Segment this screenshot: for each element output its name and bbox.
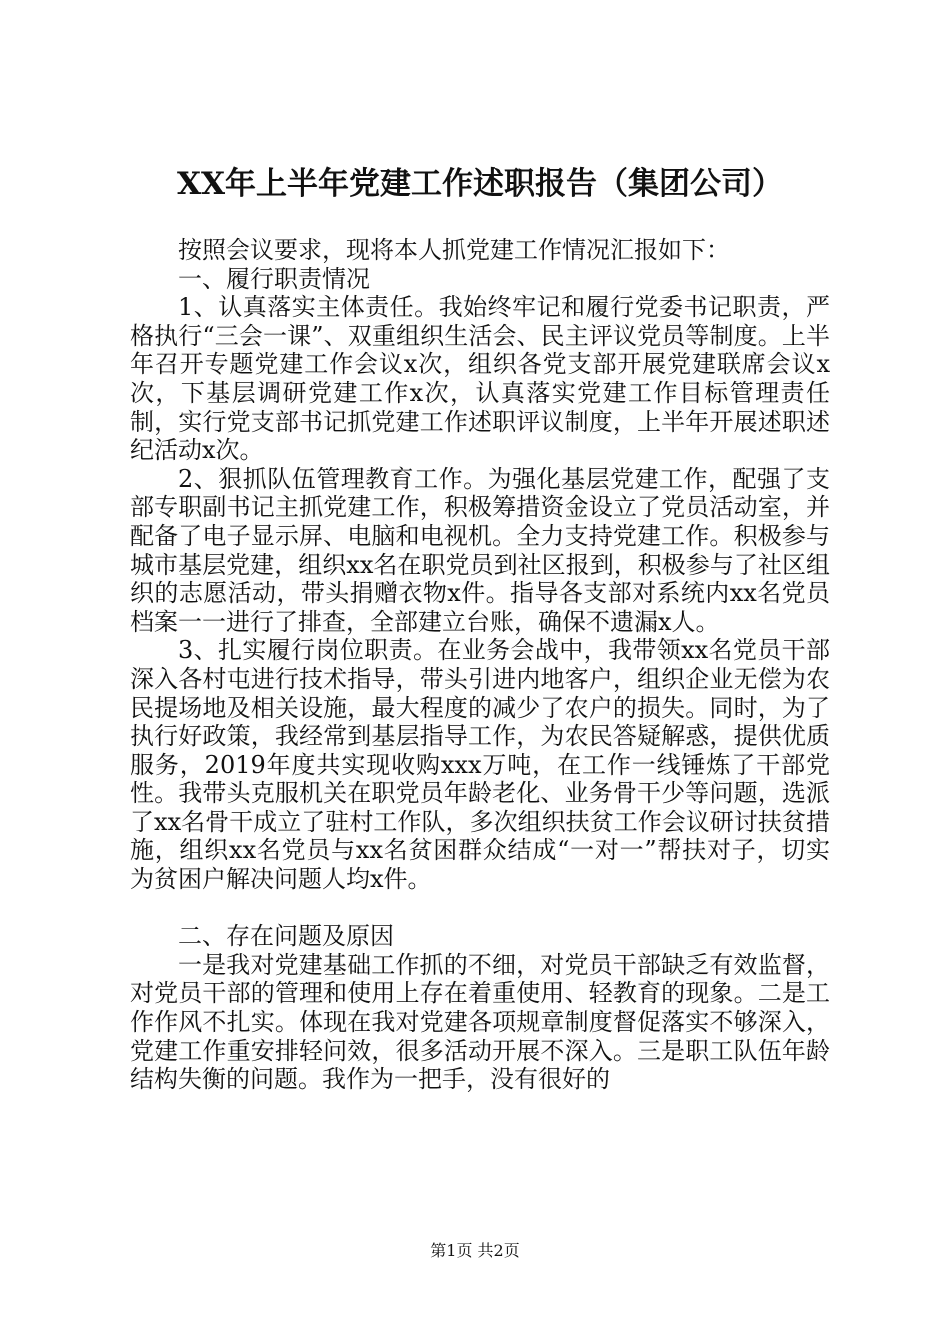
page-footer: 第1页 共2页 <box>430 1241 520 1260</box>
paragraph-team-management: 2、狠抓队伍管理教育工作。为强化基层党建工作，配强了支部专职副书记主抓党建工作，积极筹措资金设立了党员活动室，并配备了电子显示屏、电脑和电视机。全力支持党建工作。积极参与城市基层党建，组织xx名在职党员到社区报到，积极参与了社区组织的志愿活动，带头捐赠衣物x件。指导各支部对系统内xx名党员档案一一进行了排查，全部建立台账，确保不遗漏x人。 <box>130 464 830 636</box>
paragraph-responsibility: 1、认真落实主体责任。我始终牢记和履行党委书记职责，严格执行“三会一课”、双重组织生活会、民主评议党员等制度。上半年召开专题党建工作会议x次，组织各党支部开展党建联席会议x次，下基层调研党建工作x次，认真落实党建工作目标管理责任制，实行党支部书记抓党建工作述职评议制度，上半年开展述职述纪活动x次。 <box>130 293 830 465</box>
paragraph-job-duties: 3、扎实履行岗位职责。在业务会战中，我带领xx名党员干部深入各村屯进行技术指导，带头引进内地客户，组织企业无偿为农民提场地及相关设施，最大程度的减少了农户的损失。同时，为了执行好政策，我经常到基层指导工作，为农民答疑解惑，提供优质服务，2019年度共实现收购xxx万吨，在工作一线锤炼了干部党性。我带头克服机关在职党员年龄老化、业务骨干少等问题，选派了xx名骨干成立了驻村工作队，多次组织扶贫工作会议研讨扶贫措施，组织xx名党员与xx名贫困群众结成“一对一”帮扶对子，切实为贫困户解决问题人均x件。 <box>130 636 830 894</box>
section-heading-problems: 二、存在问题及原因 <box>178 922 394 951</box>
paragraph-problems: 一是我对党建基础工作抓的不细，对党员干部缺乏有效监督，对党员干部的管理和使用上存在着重使用、轻教育的现象。二是工作作风不扎实。体现在我对党建各项规章制度督促落实不够深入，党建工作重安排轻问效，很多活动开展不深入。三是职工队伍年龄结构失衡的问题。我作为一把手，没有很好的 <box>130 950 830 1094</box>
document-body <box>130 236 830 1094</box>
intro-paragraph: 按照会议要求，现将本人抓党建工作情况汇报如下： <box>178 236 730 264</box>
section-heading-duties: 一、履行职责情况 <box>178 264 370 293</box>
document-title: XX年上半年党建工作述职报告（集团公司） <box>176 166 784 202</box>
